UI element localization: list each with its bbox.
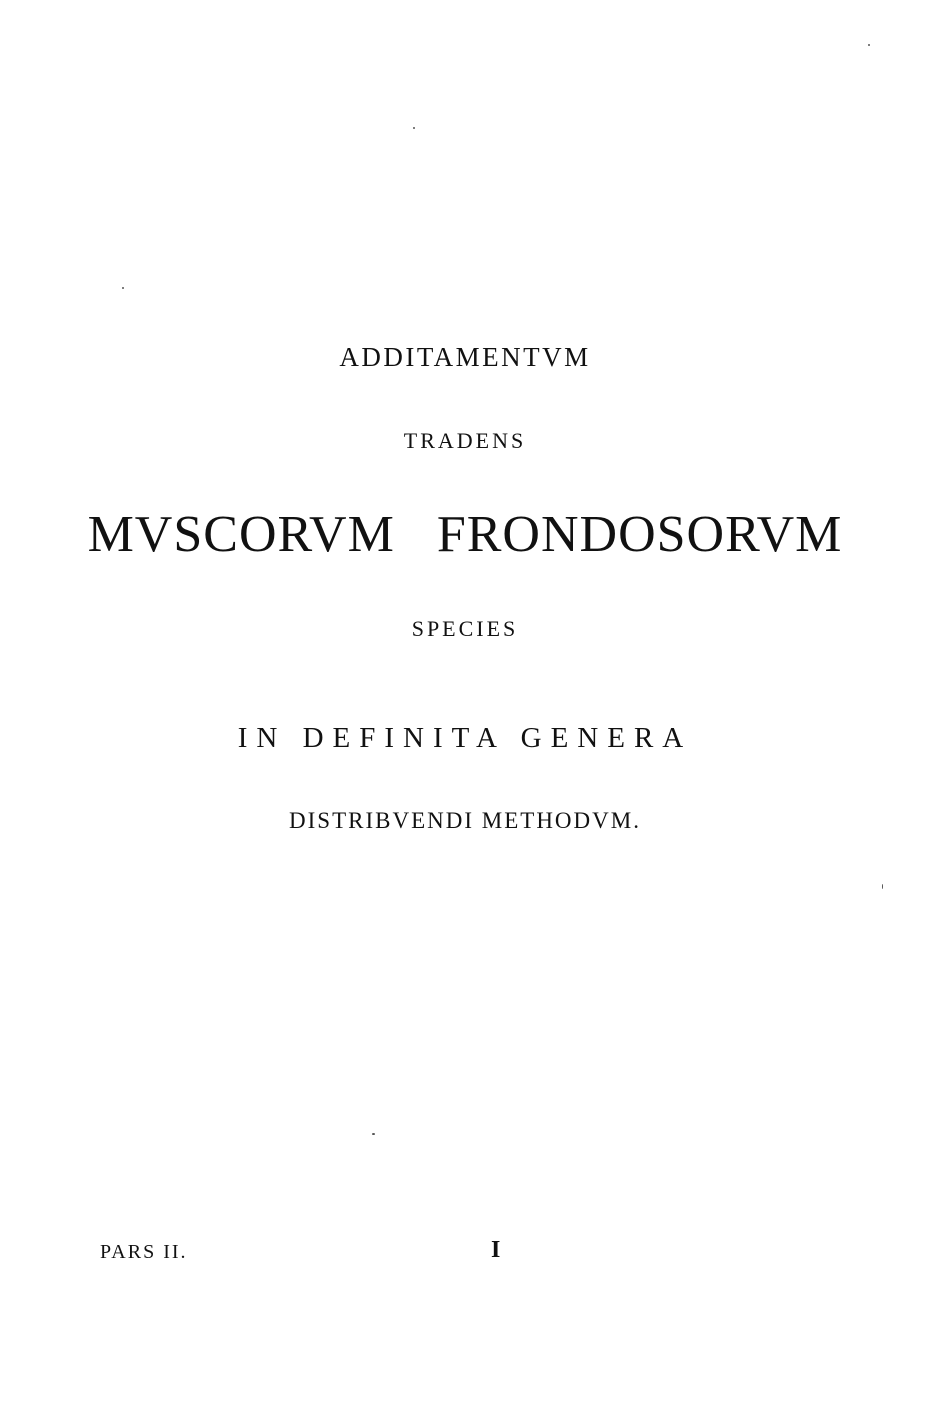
paper-speck [372,1133,375,1135]
paper-speck [868,44,870,46]
title-line-species: SPECIES [411,616,519,641]
paper-speck [413,127,415,129]
title-line-genera: IN DEFINITA GENERA [237,722,693,754]
title-line-methodum: DISTRIBVENDI METHODVM. [289,808,641,833]
folio-mark: I [491,1237,501,1263]
paper-speck [122,287,124,289]
main-title: MVSCORVM FRONDOSORVM [87,506,843,563]
paper-speck [882,884,883,889]
title-line-additamentum: ADDITAMENTVM [339,342,591,372]
signature-mark: PARS II. [100,1241,188,1263]
title-line-tradens: TRADENS [403,428,527,453]
